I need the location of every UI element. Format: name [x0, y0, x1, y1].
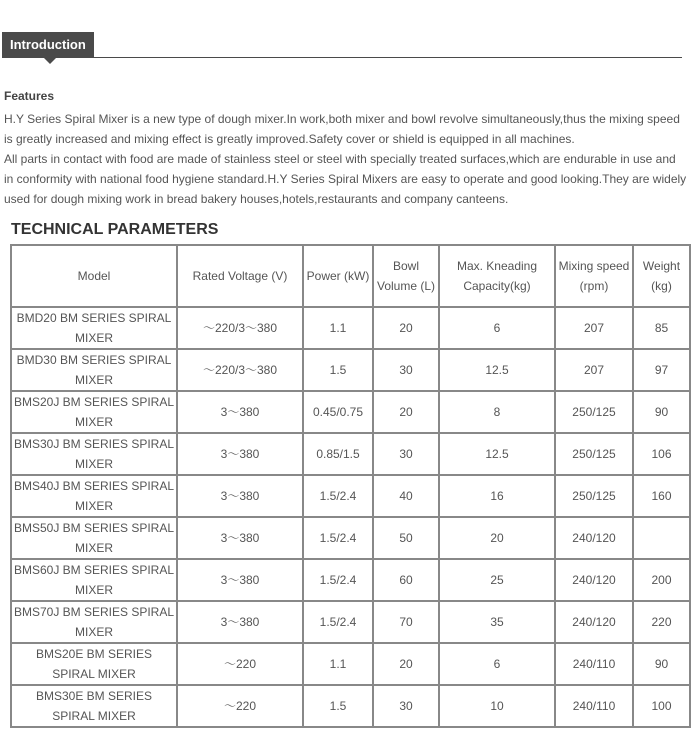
- cell-max-kneading-capacity: 12.5: [439, 349, 555, 391]
- table-row: [11, 475, 690, 517]
- table-body: [11, 307, 690, 727]
- cell-rated-voltage: 3〜380: [177, 517, 303, 559]
- cell-rated-voltage: 3〜380: [177, 601, 303, 643]
- features-paragraph-1: H.Y Series Spiral Mixer is a new type of dough mixer.In work,both mixer and bowl revolve simultaneously,thus the mixing speed is greatly increased and mixing effect is greatly improved.Safety cover or shield is equipped in all machines.: [4, 112, 680, 146]
- introduction-tab[interactable]: Introduction: [2, 32, 94, 58]
- cell-weight: [633, 517, 690, 559]
- cell-bowl-volume: 30: [373, 349, 439, 391]
- cell-max-kneading-capacity: 20: [439, 517, 555, 559]
- cell-bowl-volume: 30: [373, 433, 439, 475]
- table-header-row: [11, 245, 690, 307]
- table-row: [11, 433, 690, 475]
- cell-mixing-speed: 240/110: [555, 685, 633, 727]
- cell-weight: 97: [633, 349, 690, 391]
- cell-power: 1.5/2.4: [303, 517, 373, 559]
- cell-mixing-speed: 250/125: [555, 433, 633, 475]
- cell-mixing-speed: 250/125: [555, 475, 633, 517]
- header-rated-voltage: Rated Voltage (V): [177, 245, 303, 307]
- cell-max-kneading-capacity: 25: [439, 559, 555, 601]
- table-row: [11, 307, 690, 349]
- cell-model: BMD30 BM SERIES SPIRAL MIXER: [11, 349, 177, 391]
- cell-bowl-volume: 20: [373, 643, 439, 685]
- header-divider: [2, 57, 682, 58]
- cell-model: BMS30J BM SERIES SPIRAL MIXER: [11, 433, 177, 475]
- cell-max-kneading-capacity: 6: [439, 307, 555, 349]
- cell-mixing-speed: 240/120: [555, 559, 633, 601]
- cell-power: 1.5/2.4: [303, 601, 373, 643]
- features-text: [4, 109, 688, 209]
- cell-mixing-speed: 250/125: [555, 391, 633, 433]
- cell-bowl-volume: 20: [373, 307, 439, 349]
- cell-mixing-speed: 240/110: [555, 643, 633, 685]
- cell-power: 1.5: [303, 349, 373, 391]
- header-model: Model: [11, 245, 177, 307]
- cell-power: 0.85/1.5: [303, 433, 373, 475]
- cell-weight: 160: [633, 475, 690, 517]
- cell-max-kneading-capacity: 16: [439, 475, 555, 517]
- technical-parameters-heading: TECHNICAL PARAMETERS: [11, 221, 219, 238]
- table-row: [11, 559, 690, 601]
- cell-max-kneading-capacity: 8: [439, 391, 555, 433]
- cell-mixing-speed: 240/120: [555, 517, 633, 559]
- table-row: [11, 391, 690, 433]
- header-bowl-volume: Bowl Volume (L): [373, 245, 439, 307]
- cell-weight: 220: [633, 601, 690, 643]
- table-row: [11, 349, 690, 391]
- cell-power: 1.5/2.4: [303, 559, 373, 601]
- cell-model: BMS50J BM SERIES SPIRAL MIXER: [11, 517, 177, 559]
- cell-mixing-speed: 207: [555, 307, 633, 349]
- introduction-header: [2, 32, 682, 60]
- cell-rated-voltage: 〜220/3〜380: [177, 307, 303, 349]
- cell-model: BMS20J BM SERIES SPIRAL MIXER: [11, 391, 177, 433]
- cell-mixing-speed: 240/120: [555, 601, 633, 643]
- cell-weight: 106: [633, 433, 690, 475]
- cell-power: 1.5: [303, 685, 373, 727]
- cell-model: BMS40J BM SERIES SPIRAL MIXER: [11, 475, 177, 517]
- cell-bowl-volume: 40: [373, 475, 439, 517]
- cell-model: BMD20 BM SERIES SPIRAL MIXER: [11, 307, 177, 349]
- cell-rated-voltage: 〜220: [177, 685, 303, 727]
- cell-max-kneading-capacity: 6: [439, 643, 555, 685]
- cell-bowl-volume: 60: [373, 559, 439, 601]
- features-paragraph-2: All parts in contact with food are made of stainless steel or steel with specially treated surfaces,which are endurable in use and in conformity with national food hygiene standard.H.Y Series Spiral Mixers are easy to operate and good looking.They are widely used for dough mixing work in bread bakery houses,hotels,restaurants and company canteens.: [4, 152, 687, 206]
- cell-power: 0.45/0.75: [303, 391, 373, 433]
- cell-rated-voltage: 3〜380: [177, 433, 303, 475]
- cell-weight: 100: [633, 685, 690, 727]
- cell-model: BMS60J BM SERIES SPIRAL MIXER: [11, 559, 177, 601]
- cell-model: BMS20E BM SERIES SPIRAL MIXER: [11, 643, 177, 685]
- cell-weight: 85: [633, 307, 690, 349]
- cell-max-kneading-capacity: 12.5: [439, 433, 555, 475]
- table-row: [11, 685, 690, 727]
- cell-weight: 200: [633, 559, 690, 601]
- cell-bowl-volume: 30: [373, 685, 439, 727]
- cell-weight: 90: [633, 643, 690, 685]
- cell-max-kneading-capacity: 10: [439, 685, 555, 727]
- table-row: [11, 601, 690, 643]
- cell-model: BMS70J BM SERIES SPIRAL MIXER: [11, 601, 177, 643]
- cell-rated-voltage: 3〜380: [177, 391, 303, 433]
- cell-mixing-speed: 207: [555, 349, 633, 391]
- cell-power: 1.5/2.4: [303, 475, 373, 517]
- cell-rated-voltage: 3〜380: [177, 475, 303, 517]
- cell-bowl-volume: 20: [373, 391, 439, 433]
- cell-weight: 90: [633, 391, 690, 433]
- table-row: [11, 517, 690, 559]
- header-max-kneading-capacity: Max. Kneading Capacity(kg): [439, 245, 555, 307]
- header-weight: Weight (kg): [633, 245, 690, 307]
- header-mixing-speed: Mixing speed (rpm): [555, 245, 633, 307]
- cell-bowl-volume: 50: [373, 517, 439, 559]
- cell-model: BMS30E BM SERIES SPIRAL MIXER: [11, 685, 177, 727]
- table-row: [11, 643, 690, 685]
- cell-bowl-volume: 70: [373, 601, 439, 643]
- cell-rated-voltage: 〜220/3〜380: [177, 349, 303, 391]
- cell-rated-voltage: 3〜380: [177, 559, 303, 601]
- cell-power: 1.1: [303, 643, 373, 685]
- cell-power: 1.1: [303, 307, 373, 349]
- cell-max-kneading-capacity: 35: [439, 601, 555, 643]
- technical-parameters-table: [10, 244, 691, 728]
- cell-rated-voltage: 〜220: [177, 643, 303, 685]
- header-power: Power (kW): [303, 245, 373, 307]
- features-heading: Features: [4, 89, 55, 103]
